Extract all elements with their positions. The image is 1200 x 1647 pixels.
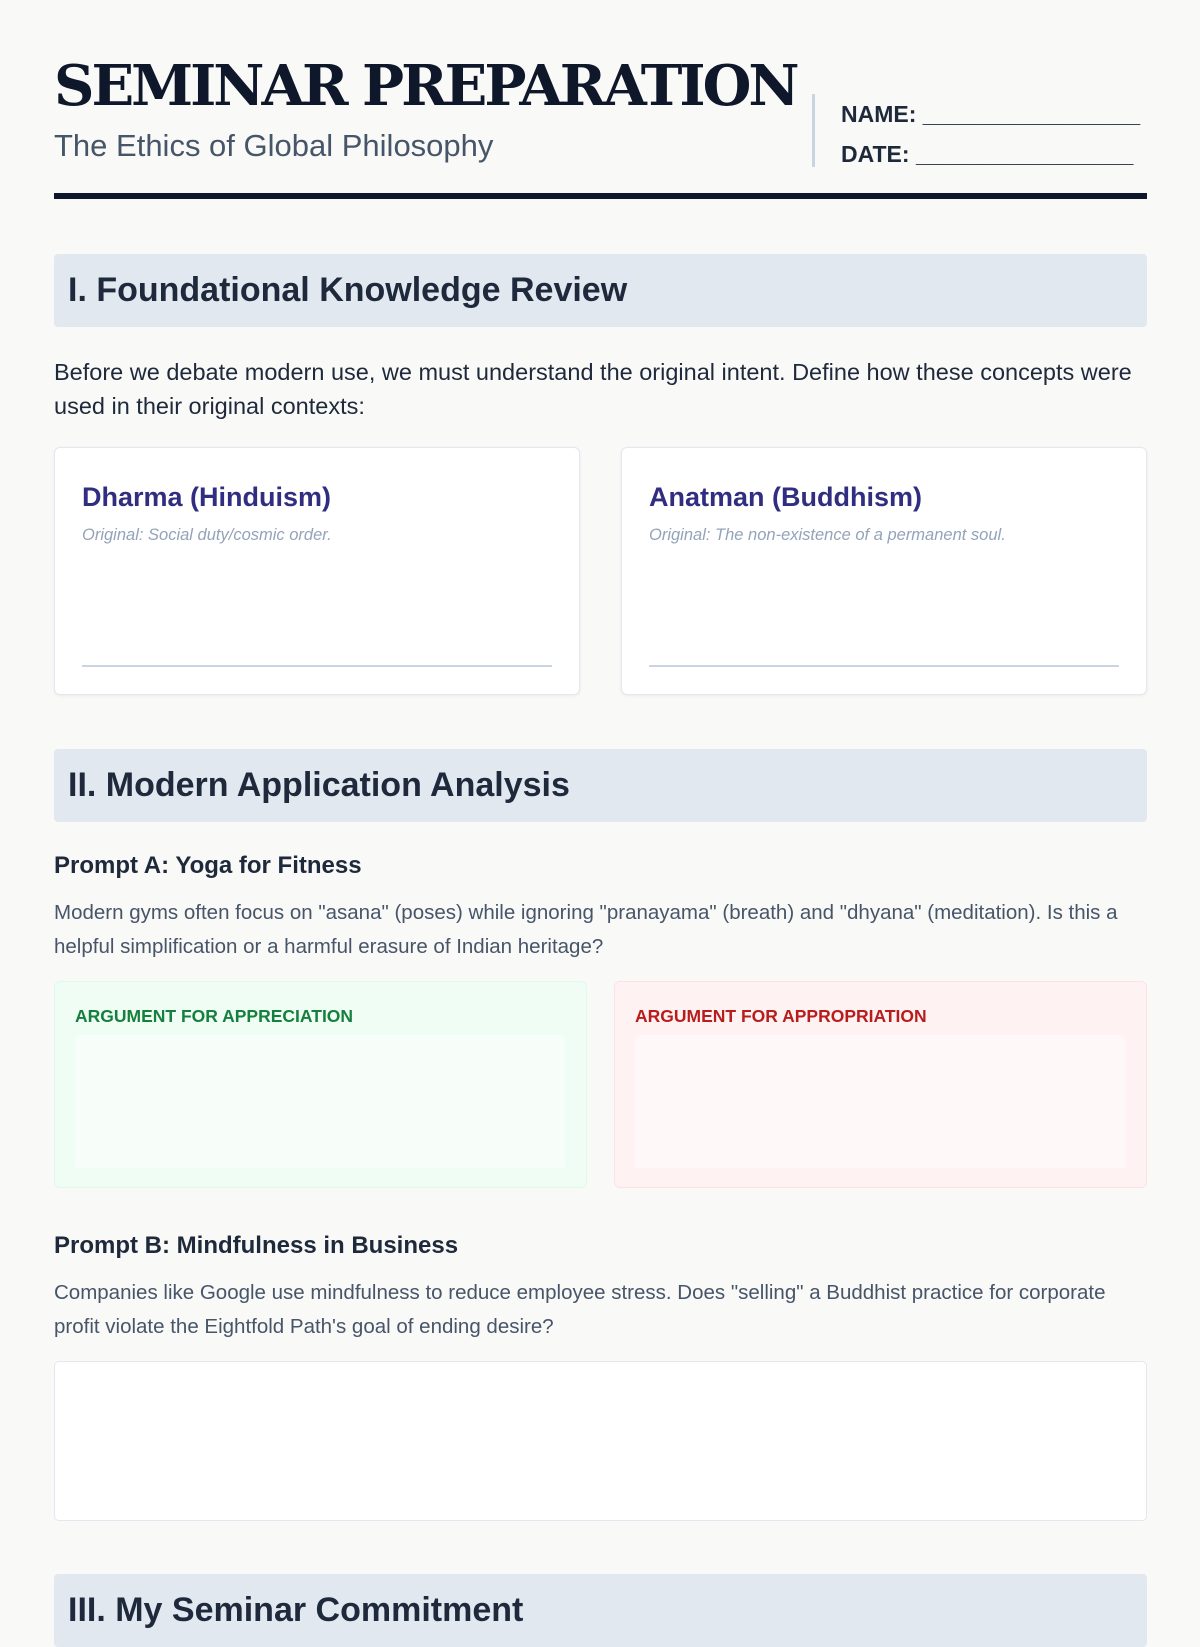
concept-card-dharma xyxy=(54,447,580,695)
concept-card-anatman xyxy=(621,447,1147,695)
concept-hint: Original: The non-existence of a permanent soul. xyxy=(649,526,1006,544)
concept-title: Anatman (Buddhism) xyxy=(649,482,922,512)
page-subtitle: The Ethics of Global Philosophy xyxy=(54,128,494,163)
appropriation-box xyxy=(614,981,1147,1188)
header-divider xyxy=(54,193,1147,199)
appropriation-label: ARGUMENT FOR APPROPRIATION xyxy=(635,1006,927,1026)
section-intro: Before we debate modern use, we must understand the original intent. Define how these concepts were used in their original contexts: xyxy=(54,359,1132,419)
worksheet-header xyxy=(54,0,1147,202)
page-title: SEMINAR PREPARATION xyxy=(54,53,797,119)
name-field[interactable]: NAME: _________________ xyxy=(841,101,1141,127)
date-field[interactable]: DATE: _________________ xyxy=(841,141,1134,167)
section-header-seminar-commitment xyxy=(54,1574,1147,1647)
prompt-a-text: Modern gyms often focus on "asana" (poses) while ignoring "pranayama" (breath) and "dhyana" (meditation). Is this a helpful simplification or a harmful erasure of Indian heritage? xyxy=(54,901,1118,958)
appreciation-answer-area[interactable] xyxy=(75,1035,565,1168)
section-title: III. My Seminar Commitment xyxy=(68,1591,524,1629)
concept-hint: Original: Social duty/cosmic order. xyxy=(82,526,332,544)
section-title: I. Foundational Knowledge Review xyxy=(68,271,628,309)
prompt-b-title: Prompt B: Mindfulness in Business xyxy=(54,1232,459,1259)
answer-line[interactable] xyxy=(649,665,1119,667)
answer-line[interactable] xyxy=(82,665,552,667)
prompt-a-title: Prompt A: Yoga for Fitness xyxy=(54,852,362,879)
concept-title: Dharma (Hinduism) xyxy=(82,482,332,512)
prompt-b-answer-box[interactable] xyxy=(54,1361,1147,1521)
appreciation-box xyxy=(54,981,587,1188)
student-info xyxy=(812,94,1140,167)
section-header-modern-application xyxy=(54,749,1147,822)
appreciation-label: ARGUMENT FOR APPRECIATION xyxy=(75,1006,354,1026)
section-title: II. Modern Application Analysis xyxy=(68,766,570,804)
appropriation-answer-area[interactable] xyxy=(635,1035,1125,1168)
section-header-foundational xyxy=(54,254,1147,327)
worksheet-page xyxy=(54,0,1147,1629)
prompt-b-text: Companies like Google use mindfulness to reduce employee stress. Does "selling" a Buddhist practice for corporate profit violate the Eightfold Path's goal of ending desire? xyxy=(54,1281,1106,1338)
